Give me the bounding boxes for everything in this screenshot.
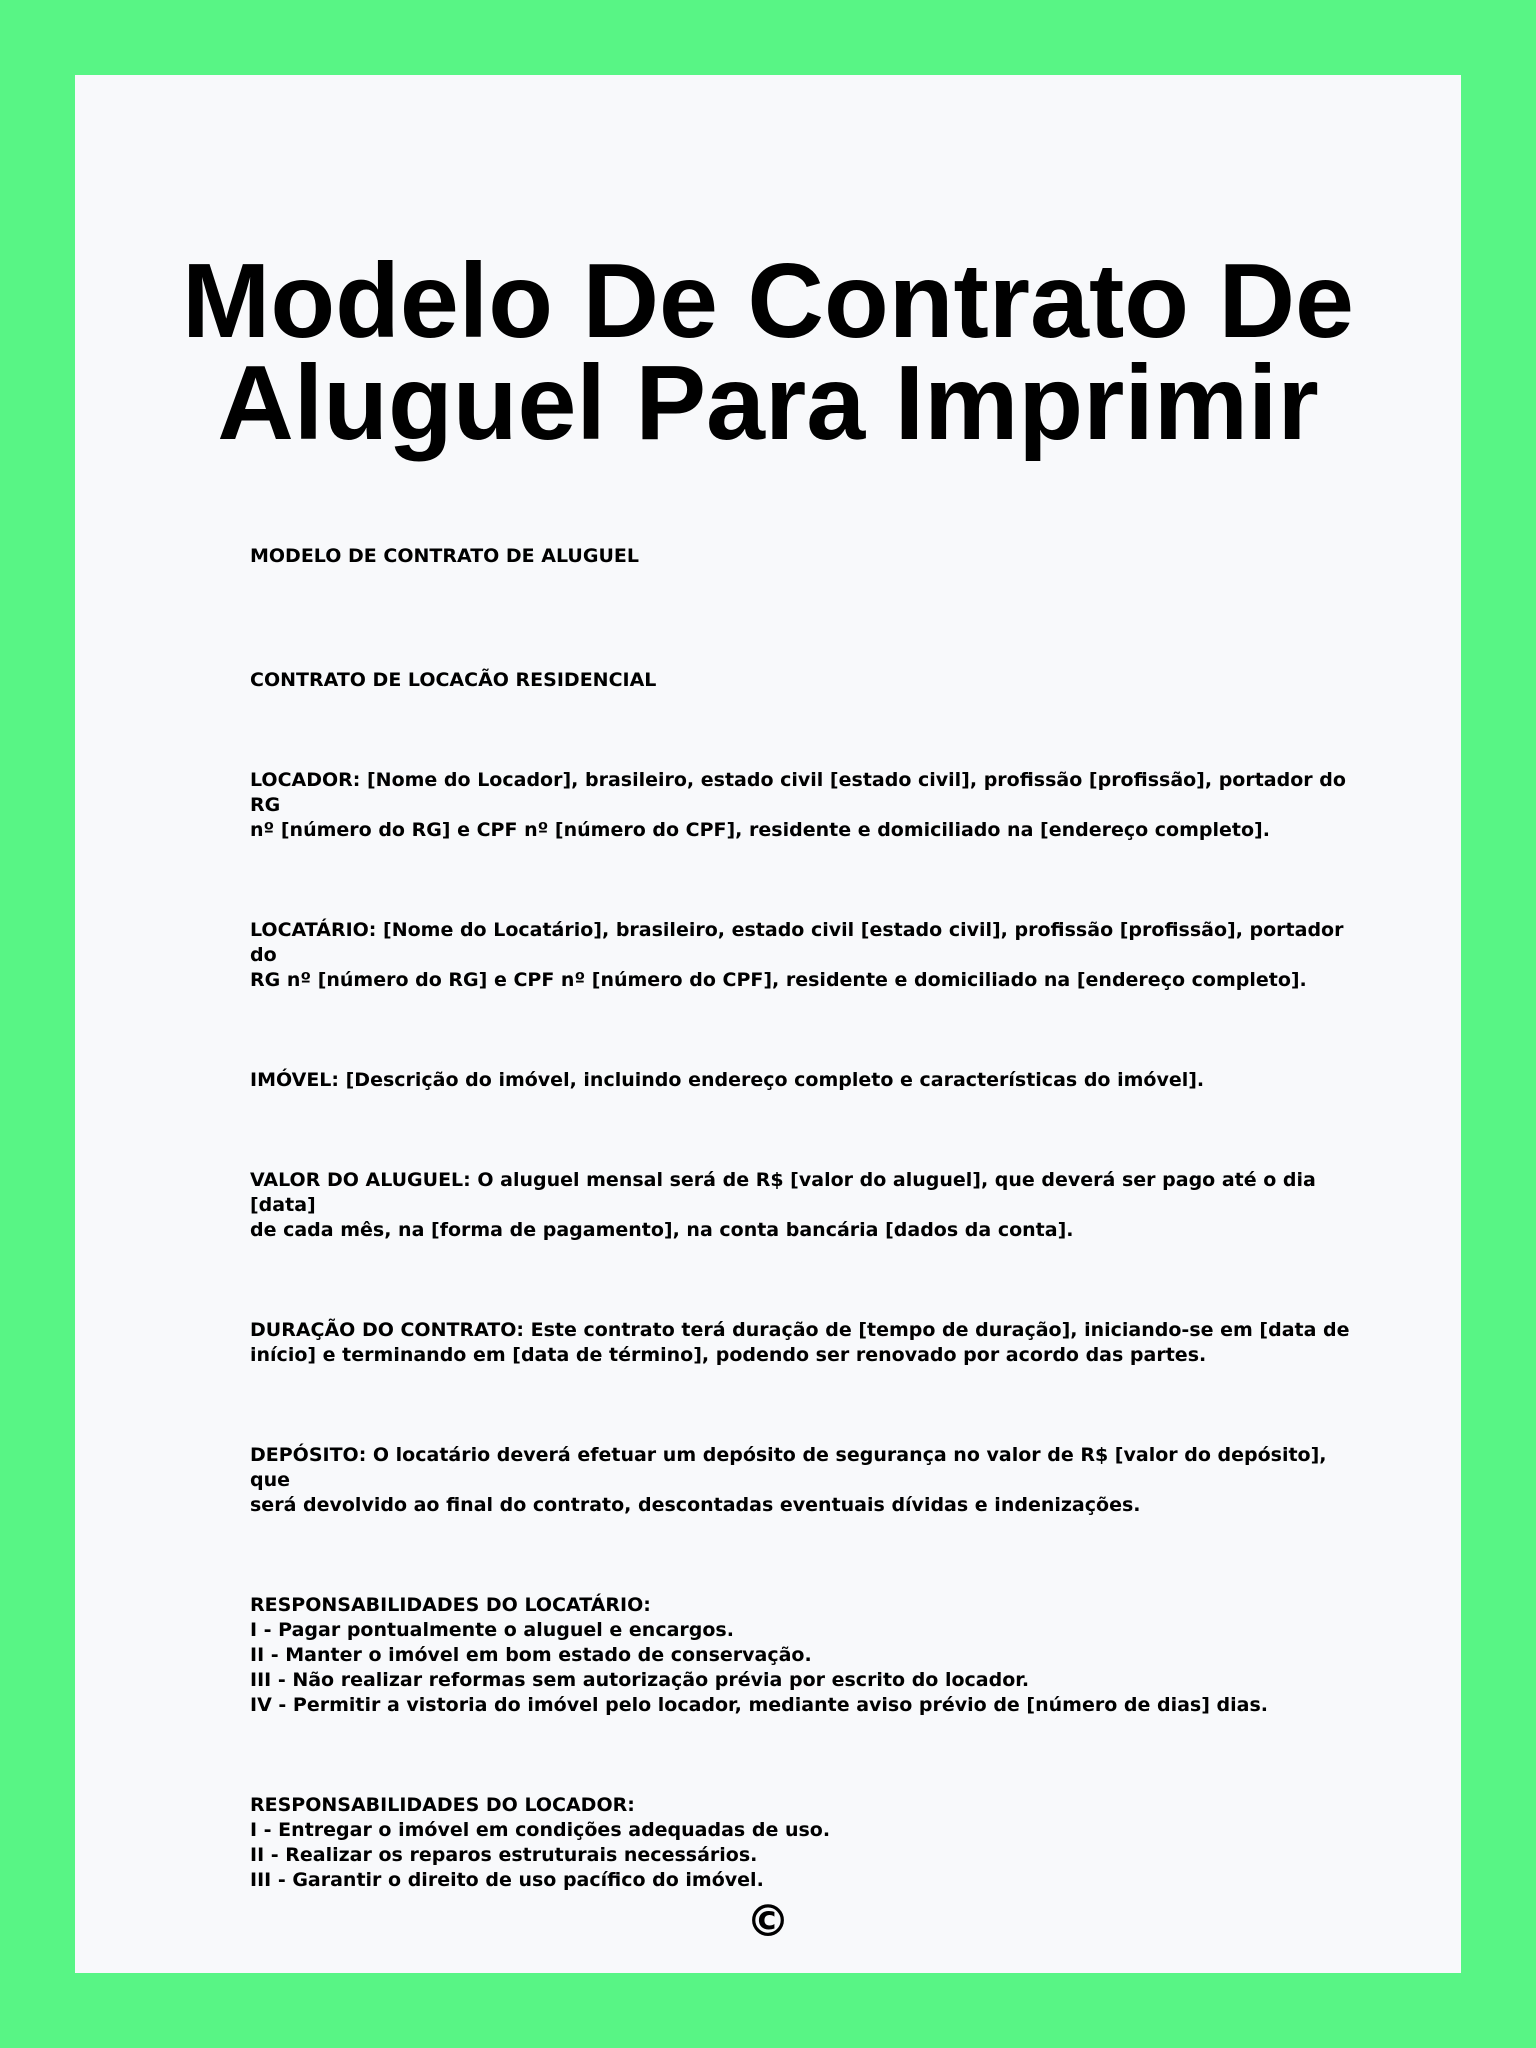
page-title <box>75 242 1461 462</box>
paragraph-deposito: DEPÓSITO: O locatário deverá efetuar um depósito de segurança no valor de R$ [valor do depósito], que será devolvido ao final do contrato, descontadas eventuais dívidas e indenizações. <box>250 1444 1327 1516</box>
paragraph-locatario: LOCATÁRIO: [Nome do Locatário], brasileiro, estado civil [estado civil], profissão [profissão], portador do RG nº [número do RG] e CPF nº [número do CPF], residente e domiciliado na [endereço completo]. <box>250 919 1344 991</box>
paragraph-imovel: IMÓVEL: [Descrição do imóvel, incluindo endereço completo e características do imóvel]. <box>250 1069 1205 1091</box>
paragraph-responsabilidades-locador: RESPONSABILIDADES DO LOCADOR: I - Entregar o imóvel em condições adequadas de uso. II - Realizar os reparos estruturais necessários. III - Garantir o direito de uso pacífico do imóvel. <box>250 1794 831 1891</box>
title-line-2: Aluguel Para Imprimir <box>217 344 1319 462</box>
contract-subheading: CONTRATO DE LOCACÃO RESIDENCIAL <box>250 669 657 691</box>
contract-body <box>250 544 1360 1893</box>
document-page <box>75 75 1461 1973</box>
contract-heading: MODELO DE CONTRATO DE ALUGUEL <box>250 545 639 567</box>
paragraph-duracao: DURAÇÃO DO CONTRATO: Este contrato terá duração de [tempo de duração], iniciando-se em [data de início] e terminando em [data de término], podendo ser renovado por acordo das partes. <box>250 1319 1350 1366</box>
paragraph-responsabilidades-locatario: RESPONSABILIDADES DO LOCATÁRIO: I - Pagar pontualmente o aluguel e encargos. II - Manter o imóvel em bom estado de conservação. III - Não realizar reformas sem autorização prévia por escrito do locador. IV - Permitir a vistoria do imóvel pelo locador, mediante aviso prévio de [número de dias] dias. <box>250 1594 1268 1716</box>
paragraph-locador: LOCADOR: [Nome do Locador], brasileiro, estado civil [estado civil], profissão [profissão], portador do RG nº [número do RG] e CPF nº [número do CPF], residente e domiciliado na [endereço completo]. <box>250 769 1346 841</box>
title-line-1: Modelo De Contrato De <box>182 242 1354 360</box>
paragraph-valor-aluguel: VALOR DO ALUGUEL: O aluguel mensal será de R$ [valor do aluguel], que deverá ser pago até o dia [data] de cada mês, na [forma de pagamento], na conta bancária [dados da conta]. <box>250 1169 1316 1241</box>
copyright-icon: © <box>746 1896 790 1947</box>
